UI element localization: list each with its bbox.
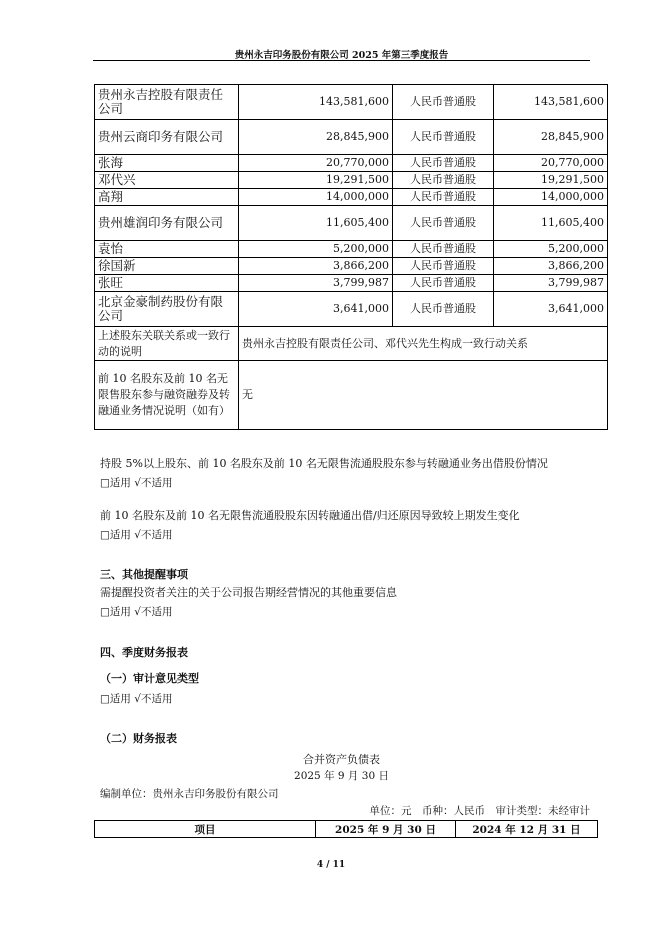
share-type-qty: 14,000,000 bbox=[494, 189, 608, 206]
holder-qty: 5,200,000 bbox=[239, 241, 393, 258]
col-item: 项目 bbox=[95, 821, 316, 838]
section-4-title: 四、季度财务报表 bbox=[100, 646, 188, 659]
table-row bbox=[95, 292, 608, 327]
share-type-qty: 3,641,000 bbox=[494, 292, 608, 327]
share-type-qty: 5,200,000 bbox=[494, 241, 608, 258]
page-number: 4 / 11 bbox=[316, 860, 346, 870]
section-3-check: □适用 √不适用 bbox=[100, 606, 173, 618]
page-header: 贵州永吉印务股份有限公司 2025 年第三季度报告 bbox=[234, 50, 449, 61]
section-3-text: 需提醒投资者关注的关于公司报告期经营情况的其他重要信息 bbox=[100, 586, 397, 599]
share-type-qty: 19,291,500 bbox=[494, 172, 608, 189]
holder-name: 袁怡 bbox=[95, 241, 239, 258]
holder-name: 贵州雄润印务有限公司 bbox=[95, 206, 239, 241]
share-type: 人民币普通股 bbox=[393, 172, 494, 189]
share-type-qty: 28,845,900 bbox=[494, 120, 608, 155]
currency-audit-meta: 单位：元 币种：人民币 审计类型：未经审计 bbox=[369, 805, 590, 817]
share-type-qty: 20,770,000 bbox=[494, 155, 608, 172]
share-type: 人民币普通股 bbox=[393, 85, 494, 120]
col-2025-09-30: 2025 年 9 月 30 日 bbox=[316, 821, 456, 838]
table-row bbox=[95, 120, 608, 155]
audit-opinion-check: □适用 √不适用 bbox=[100, 693, 173, 705]
table-row bbox=[95, 258, 608, 275]
table-row bbox=[95, 206, 608, 241]
q1-text: 持股 5%以上股东、前 10 名股东及前 10 名无限售流通股股东参与转融通业务出借股份情况 bbox=[100, 457, 548, 470]
table-row bbox=[95, 189, 608, 206]
holder-name: 高翔 bbox=[95, 189, 239, 206]
share-type: 人民币普通股 bbox=[393, 275, 494, 292]
table-row bbox=[95, 821, 598, 838]
q2-text: 前 10 名股东及前 10 名无限售流通股股东因转融通出借/归还原因导致较上期发生变化 bbox=[100, 509, 520, 522]
header-divider bbox=[93, 60, 590, 61]
table-row bbox=[95, 327, 608, 361]
table-row bbox=[95, 361, 608, 430]
holder-qty: 20,770,000 bbox=[239, 155, 393, 172]
holder-name: 张旺 bbox=[95, 275, 239, 292]
holder-qty: 14,000,000 bbox=[239, 189, 393, 206]
share-type: 人民币普通股 bbox=[393, 120, 494, 155]
share-type: 人民币普通股 bbox=[393, 189, 494, 206]
holder-qty: 3,641,000 bbox=[239, 292, 393, 327]
relation-label: 上述股东关联关系或一致行动的说明 bbox=[95, 327, 239, 361]
relation-value: 贵州永吉控股有限责任公司、邓代兴先生构成一致行动关系 bbox=[239, 327, 608, 361]
holder-name: 贵州云商印务有限公司 bbox=[95, 120, 239, 155]
share-type-qty: 11,605,400 bbox=[494, 206, 608, 241]
holder-qty: 11,605,400 bbox=[239, 206, 393, 241]
holder-name: 北京金豪制药股份有限公司 bbox=[95, 292, 239, 327]
holder-qty: 143,581,600 bbox=[239, 85, 393, 120]
share-type-qty: 3,799,987 bbox=[494, 275, 608, 292]
holder-qty: 28,845,900 bbox=[239, 120, 393, 155]
share-type: 人民币普通股 bbox=[393, 241, 494, 258]
financial-statements-title: （二）财务报表 bbox=[100, 732, 177, 745]
lending-value: 无 bbox=[239, 361, 608, 430]
holder-name: 邓代兴 bbox=[95, 172, 239, 189]
table-row bbox=[95, 241, 608, 258]
share-type: 人民币普通股 bbox=[393, 292, 494, 327]
share-type-qty: 143,581,600 bbox=[494, 85, 608, 120]
share-type: 人民币普通股 bbox=[393, 258, 494, 275]
holder-name: 张海 bbox=[95, 155, 239, 172]
balance-sheet-header bbox=[94, 820, 598, 838]
audit-opinion-title: （一）审计意见类型 bbox=[100, 672, 199, 685]
holder-qty: 19,291,500 bbox=[239, 172, 393, 189]
table-row bbox=[95, 172, 608, 189]
table-row bbox=[95, 275, 608, 292]
holder-name: 徐国新 bbox=[95, 258, 239, 275]
lending-label: 前 10 名股东及前 10 名无限售股东参与融资融券及转融通业务情况说明（如有） bbox=[95, 361, 239, 430]
shareholder-table bbox=[94, 84, 608, 430]
holder-qty: 3,866,200 bbox=[239, 258, 393, 275]
q1-check: □适用 √不适用 bbox=[100, 477, 173, 489]
section-3-title: 三、其他提醒事项 bbox=[100, 568, 188, 581]
share-type-qty: 3,866,200 bbox=[494, 258, 608, 275]
share-type: 人民币普通股 bbox=[393, 155, 494, 172]
table-row bbox=[95, 85, 608, 120]
holder-qty: 3,799,987 bbox=[239, 275, 393, 292]
table-row bbox=[95, 155, 608, 172]
q2-check: □适用 √不适用 bbox=[100, 529, 173, 541]
holder-name: 贵州永吉控股有限责任公司 bbox=[95, 85, 239, 120]
preparer-unit: 编制单位：贵州永吉印务股份有限公司 bbox=[100, 788, 279, 800]
balance-sheet-title: 合并资产负债表 bbox=[303, 753, 380, 766]
share-type: 人民币普通股 bbox=[393, 206, 494, 241]
balance-sheet-date: 2025 年 9 月 30 日 bbox=[294, 770, 389, 782]
col-2024-12-31: 2024 年 12 月 31 日 bbox=[456, 821, 598, 838]
